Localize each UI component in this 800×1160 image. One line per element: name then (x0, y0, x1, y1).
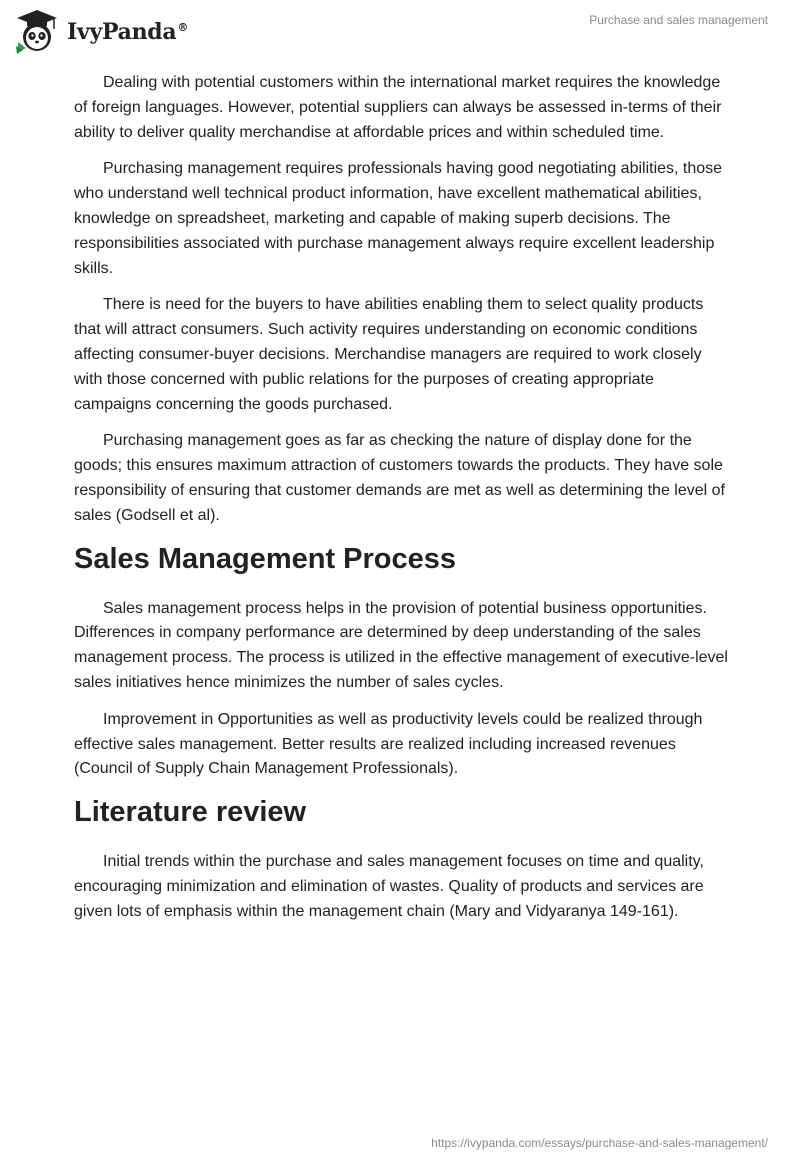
section-heading-literature-review: Literature review (74, 796, 307, 829)
section-heading-sales-management: Sales Management Process (74, 542, 457, 575)
paragraph-3: There is need for the buyers to have abilities enabling them to select quality products that will attract consumers. Such activity requires understanding on economic conditions affecting consumer-buyer decisions. Merchandise managers are required to work closely with those concerned with public relations for the purposes of creating appropriate campaigns concerning the goods purchased. (74, 296, 704, 413)
brand-name: IvyPanda® (67, 19, 189, 45)
paragraph-4: Purchasing management goes as far as checking the nature of display done for the goods; this ensures maximum attraction of customers towards the products. They have sole responsibility of ensuring that customer demands are met as well as determining the level of sales (Godsell et al). (74, 432, 725, 524)
paragraph-5: Sales management process helps in the provision of potential business opportunities. Differences in company performance are determined by deep understanding of the sales management process. The process is utilized in the effective management of executive-level sales initiatives hence minimizes the number of sales cycles. (74, 599, 728, 691)
ivypanda-logo[interactable] (14, 8, 188, 54)
document-title: Purchase and sales management (589, 13, 768, 27)
paragraph-2: Purchasing management requires professionals having good negotiating abilities, those who understand well technical product information, have excellent mathematical abilities, knowledge on spreadsheet, marketing and capable of making superb decisions. The responsibilities associated with purchase management always require excellent leadership skills. (74, 160, 723, 277)
panda-graduate-icon (14, 8, 60, 54)
paragraph-7: Initial trends within the purchase and sales management focuses on time and quality, encouraging minimization and elimination of wastes. Quality of products and services are given lots of emphasis within the management chain (Mary and Vidyaranya 149-161). (74, 853, 704, 920)
source-url[interactable]: https://ivypanda.com/essays/purchase-and-sales-management/ (431, 1136, 768, 1150)
essay-content (74, 71, 728, 937)
paragraph-1: Dealing with potential customers within the international market requires the knowledge of foreign languages. However, potential suppliers can always be assessed in-terms of their ability to deliver quality merchandise at affordable prices and within scheduled time. (74, 74, 722, 141)
paragraph-6: Improvement in Opportunities as well as productivity levels could be realized through effective sales management. Better results are realized including increased revenues (Council of Supply Chain Management Professionals). (74, 710, 703, 778)
page-header (0, 0, 800, 60)
